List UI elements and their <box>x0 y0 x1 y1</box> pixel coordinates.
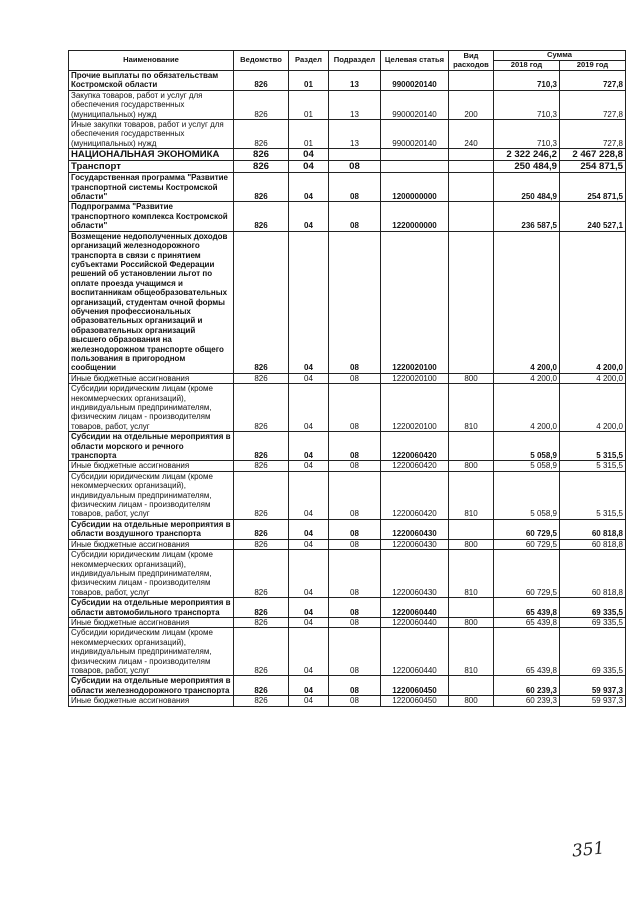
row-expense-type: 810 <box>449 471 494 519</box>
row-department: 826 <box>234 676 289 696</box>
row-sum-2018: 4 200,0 <box>494 231 560 373</box>
row-name: Субсидии на отдельные мероприятия в области автомобильного транспорта <box>69 598 234 618</box>
header-year-2018: 2018 год <box>494 61 560 71</box>
row-section: 04 <box>289 539 329 549</box>
row-subsection: 08 <box>329 231 381 373</box>
table-row <box>69 676 626 696</box>
row-target-item <box>381 161 449 173</box>
row-expense-type: 810 <box>449 550 494 598</box>
row-sum-2019: 727,8 <box>560 120 626 149</box>
header-sum: Сумма <box>494 51 626 61</box>
row-sum-2019: 4 200,0 <box>560 231 626 373</box>
row-section: 04 <box>289 384 329 432</box>
row-name: НАЦИОНАЛЬНАЯ ЭКОНОМИКА <box>69 149 234 161</box>
row-expense-type <box>449 519 494 539</box>
row-sum-2019: 69 335,5 <box>560 628 626 676</box>
row-name: Прочие выплаты по обязательствам Костромской области <box>69 71 234 91</box>
row-name: Субсидии юридическим лицам (кроме некоммерческих организаций), индивидуальным предпринимателям, физическим лицам - производителям товаров, работ, услуг <box>69 628 234 676</box>
row-expense-type: 200 <box>449 90 494 119</box>
row-subsection: 08 <box>329 617 381 627</box>
row-subsection: 13 <box>329 71 381 91</box>
row-name: Государственная программа "Развитие транспортной системы Костромской области" <box>69 173 234 202</box>
row-expense-type: 810 <box>449 628 494 676</box>
row-name: Субсидии юридическим лицам (кроме некоммерческих организаций), индивидуальным предпринимателям, физическим лицам - производителям товаров, работ, услуг <box>69 550 234 598</box>
row-target-item <box>381 149 449 161</box>
table-row <box>69 598 626 618</box>
row-section: 04 <box>289 173 329 202</box>
row-sum-2019: 60 818,8 <box>560 519 626 539</box>
table-row <box>69 120 626 149</box>
table-row <box>69 149 626 161</box>
row-sum-2019: 5 315,5 <box>560 461 626 471</box>
row-subsection: 08 <box>329 550 381 598</box>
row-sum-2019: 240 527,1 <box>560 202 626 231</box>
row-section: 04 <box>289 617 329 627</box>
row-section: 04 <box>289 598 329 618</box>
row-sum-2019: 59 937,3 <box>560 696 626 706</box>
row-subsection: 08 <box>329 161 381 173</box>
table-row <box>69 161 626 173</box>
row-sum-2018: 5 058,9 <box>494 432 560 461</box>
row-subsection: 08 <box>329 539 381 549</box>
row-sum-2019: 254 871,5 <box>560 173 626 202</box>
row-department: 826 <box>234 231 289 373</box>
row-sum-2018: 4 200,0 <box>494 373 560 383</box>
header-department: Ведомство <box>234 51 289 71</box>
row-target-item: 9900020140 <box>381 120 449 149</box>
row-department: 826 <box>234 71 289 91</box>
row-expense-type: 800 <box>449 696 494 706</box>
row-name: Субсидии юридическим лицам (кроме некоммерческих организаций), индивидуальным предпринимателям, физическим лицам - производителям товаров, работ, услуг <box>69 384 234 432</box>
row-sum-2018: 2 322 246,2 <box>494 149 560 161</box>
row-target-item: 9900020140 <box>381 71 449 91</box>
row-target-item: 1220060440 <box>381 617 449 627</box>
header-name: Наименование <box>69 51 234 71</box>
row-sum-2019: 727,8 <box>560 90 626 119</box>
row-target-item: 1220060440 <box>381 628 449 676</box>
table-row <box>69 617 626 627</box>
row-sum-2018: 710,3 <box>494 120 560 149</box>
row-subsection: 08 <box>329 696 381 706</box>
table-row <box>69 173 626 202</box>
row-department: 826 <box>234 550 289 598</box>
budget-table-container <box>68 50 625 707</box>
row-subsection: 08 <box>329 598 381 618</box>
row-name: Субсидии на отдельные мероприятия в области воздушного транспорта <box>69 519 234 539</box>
row-sum-2019: 254 871,5 <box>560 161 626 173</box>
row-target-item: 1220060420 <box>381 432 449 461</box>
row-sum-2018: 5 058,9 <box>494 461 560 471</box>
row-name: Закупка товаров, работ и услуг для обеспечения государственных (муниципальных) нужд <box>69 90 234 119</box>
row-section: 04 <box>289 161 329 173</box>
row-department: 826 <box>234 617 289 627</box>
row-sum-2019: 5 315,5 <box>560 432 626 461</box>
row-sum-2018: 4 200,0 <box>494 384 560 432</box>
row-department: 826 <box>234 149 289 161</box>
header-year-2019: 2019 год <box>560 61 626 71</box>
table-row <box>69 696 626 706</box>
row-department: 826 <box>234 173 289 202</box>
row-sum-2018: 60 239,3 <box>494 676 560 696</box>
row-target-item: 1220060430 <box>381 550 449 598</box>
row-name: Иные бюджетные ассигнования <box>69 461 234 471</box>
row-expense-type <box>449 173 494 202</box>
row-section: 04 <box>289 550 329 598</box>
row-name: Иные бюджетные ассигнования <box>69 373 234 383</box>
header-target-item: Целевая статья <box>381 51 449 71</box>
row-department: 826 <box>234 373 289 383</box>
row-sum-2018: 236 587,5 <box>494 202 560 231</box>
table-row <box>69 384 626 432</box>
row-target-item: 1220020100 <box>381 231 449 373</box>
table-row <box>69 550 626 598</box>
header-subsection: Подраздел <box>329 51 381 71</box>
row-name: Иные закупки товаров, работ и услуг для обеспечения государственных (муниципальных) нужд <box>69 120 234 149</box>
row-expense-type <box>449 598 494 618</box>
row-department: 826 <box>234 202 289 231</box>
row-subsection: 08 <box>329 202 381 231</box>
row-sum-2018: 710,3 <box>494 71 560 91</box>
header-expense-type: Вид расходов <box>449 51 494 71</box>
header-section: Раздел <box>289 51 329 71</box>
row-subsection: 13 <box>329 120 381 149</box>
row-department: 826 <box>234 120 289 149</box>
row-department: 826 <box>234 696 289 706</box>
row-name: Иные бюджетные ассигнования <box>69 696 234 706</box>
row-subsection: 08 <box>329 676 381 696</box>
row-section: 04 <box>289 461 329 471</box>
row-department: 826 <box>234 432 289 461</box>
row-department: 826 <box>234 161 289 173</box>
row-expense-type: 800 <box>449 617 494 627</box>
row-subsection: 08 <box>329 519 381 539</box>
row-sum-2019: 60 818,8 <box>560 550 626 598</box>
row-name: Субсидии на отдельные мероприятия в области морского и речного транспорта <box>69 432 234 461</box>
row-sum-2019: 727,8 <box>560 71 626 91</box>
row-target-item: 1220000000 <box>381 202 449 231</box>
table-row <box>69 373 626 383</box>
row-section: 04 <box>289 231 329 373</box>
row-expense-type <box>449 231 494 373</box>
row-name: Возмещение недополученных доходов организаций железнодорожного транспорта в связи с принятием субъектами Российской Федерации решений об установлении льгот по оплате проезда учащимся и воспитанникам общеобразовательных организаций, студентам очной формы обучения профессиональных образовательных организаций и образовательных организаций высшего образования на железнодорожном транспорте общего пользования в пригородном сообщении <box>69 231 234 373</box>
table-row <box>69 90 626 119</box>
row-expense-type: 240 <box>449 120 494 149</box>
row-section: 04 <box>289 471 329 519</box>
table-header <box>69 51 626 71</box>
table-row <box>69 471 626 519</box>
row-name: Подпрограмма "Развитие транспортного комплекса Костромской области" <box>69 202 234 231</box>
row-sum-2019: 4 200,0 <box>560 373 626 383</box>
row-expense-type: 810 <box>449 384 494 432</box>
row-name: Иные бюджетные ассигнования <box>69 539 234 549</box>
row-subsection: 08 <box>329 628 381 676</box>
row-expense-type <box>449 149 494 161</box>
row-department: 826 <box>234 471 289 519</box>
row-section: 04 <box>289 149 329 161</box>
row-target-item: 1220020100 <box>381 384 449 432</box>
row-sum-2019: 2 467 228,8 <box>560 149 626 161</box>
table-row <box>69 231 626 373</box>
table-row <box>69 628 626 676</box>
row-subsection: 08 <box>329 461 381 471</box>
row-department: 826 <box>234 384 289 432</box>
row-expense-type <box>449 71 494 91</box>
row-subsection: 08 <box>329 432 381 461</box>
row-name: Транспорт <box>69 161 234 173</box>
row-sum-2019: 69 335,5 <box>560 617 626 627</box>
row-name: Иные бюджетные ассигнования <box>69 617 234 627</box>
page-number: 351 <box>571 838 606 862</box>
row-section: 01 <box>289 120 329 149</box>
row-expense-type: 800 <box>449 539 494 549</box>
row-sum-2018: 65 439,8 <box>494 617 560 627</box>
row-department: 826 <box>234 539 289 549</box>
row-section: 04 <box>289 373 329 383</box>
row-target-item: 1220060420 <box>381 461 449 471</box>
table-row <box>69 539 626 549</box>
row-section: 04 <box>289 432 329 461</box>
row-section: 01 <box>289 71 329 91</box>
row-sum-2019: 60 818,8 <box>560 539 626 549</box>
table-row <box>69 202 626 231</box>
row-name: Субсидии юридическим лицам (кроме некоммерческих организаций), индивидуальным предпринимателям, физическим лицам - производителям товаров, работ, услуг <box>69 471 234 519</box>
row-expense-type <box>449 202 494 231</box>
row-section: 01 <box>289 90 329 119</box>
row-section: 04 <box>289 519 329 539</box>
row-sum-2018: 60 239,3 <box>494 696 560 706</box>
row-sum-2019: 59 937,3 <box>560 676 626 696</box>
budget-table <box>68 50 626 707</box>
row-subsection: 13 <box>329 90 381 119</box>
row-section: 04 <box>289 696 329 706</box>
row-department: 826 <box>234 598 289 618</box>
row-expense-type: 800 <box>449 461 494 471</box>
row-target-item: 1220060430 <box>381 519 449 539</box>
row-sum-2018: 60 729,5 <box>494 519 560 539</box>
row-target-item: 1220060450 <box>381 696 449 706</box>
row-target-item: 1220060430 <box>381 539 449 549</box>
row-target-item: 1200000000 <box>381 173 449 202</box>
row-target-item: 1220060420 <box>381 471 449 519</box>
row-sum-2018: 65 439,8 <box>494 628 560 676</box>
row-department: 826 <box>234 90 289 119</box>
row-sum-2018: 250 484,9 <box>494 173 560 202</box>
row-sum-2018: 250 484,9 <box>494 161 560 173</box>
row-section: 04 <box>289 202 329 231</box>
row-name: Субсидии на отдельные мероприятия в области железнодорожного транспорта <box>69 676 234 696</box>
row-subsection: 08 <box>329 384 381 432</box>
row-department: 826 <box>234 461 289 471</box>
row-subsection: 08 <box>329 173 381 202</box>
row-expense-type <box>449 432 494 461</box>
row-subsection <box>329 149 381 161</box>
row-sum-2018: 60 729,5 <box>494 539 560 549</box>
row-target-item: 1220060440 <box>381 598 449 618</box>
row-department: 826 <box>234 519 289 539</box>
row-sum-2018: 710,3 <box>494 90 560 119</box>
row-section: 04 <box>289 676 329 696</box>
table-row <box>69 71 626 91</box>
row-target-item: 1220060450 <box>381 676 449 696</box>
table-row <box>69 519 626 539</box>
table-row <box>69 461 626 471</box>
table-body <box>69 71 626 707</box>
row-sum-2018: 60 729,5 <box>494 550 560 598</box>
row-subsection: 08 <box>329 373 381 383</box>
row-sum-2019: 4 200,0 <box>560 384 626 432</box>
row-sum-2018: 65 439,8 <box>494 598 560 618</box>
row-sum-2018: 5 058,9 <box>494 471 560 519</box>
row-section: 04 <box>289 628 329 676</box>
row-expense-type <box>449 676 494 696</box>
row-sum-2019: 5 315,5 <box>560 471 626 519</box>
row-expense-type: 800 <box>449 373 494 383</box>
row-target-item: 1220020100 <box>381 373 449 383</box>
row-department: 826 <box>234 628 289 676</box>
row-sum-2019: 69 335,5 <box>560 598 626 618</box>
row-expense-type <box>449 161 494 173</box>
row-target-item: 9900020140 <box>381 90 449 119</box>
row-subsection: 08 <box>329 471 381 519</box>
table-row <box>69 432 626 461</box>
